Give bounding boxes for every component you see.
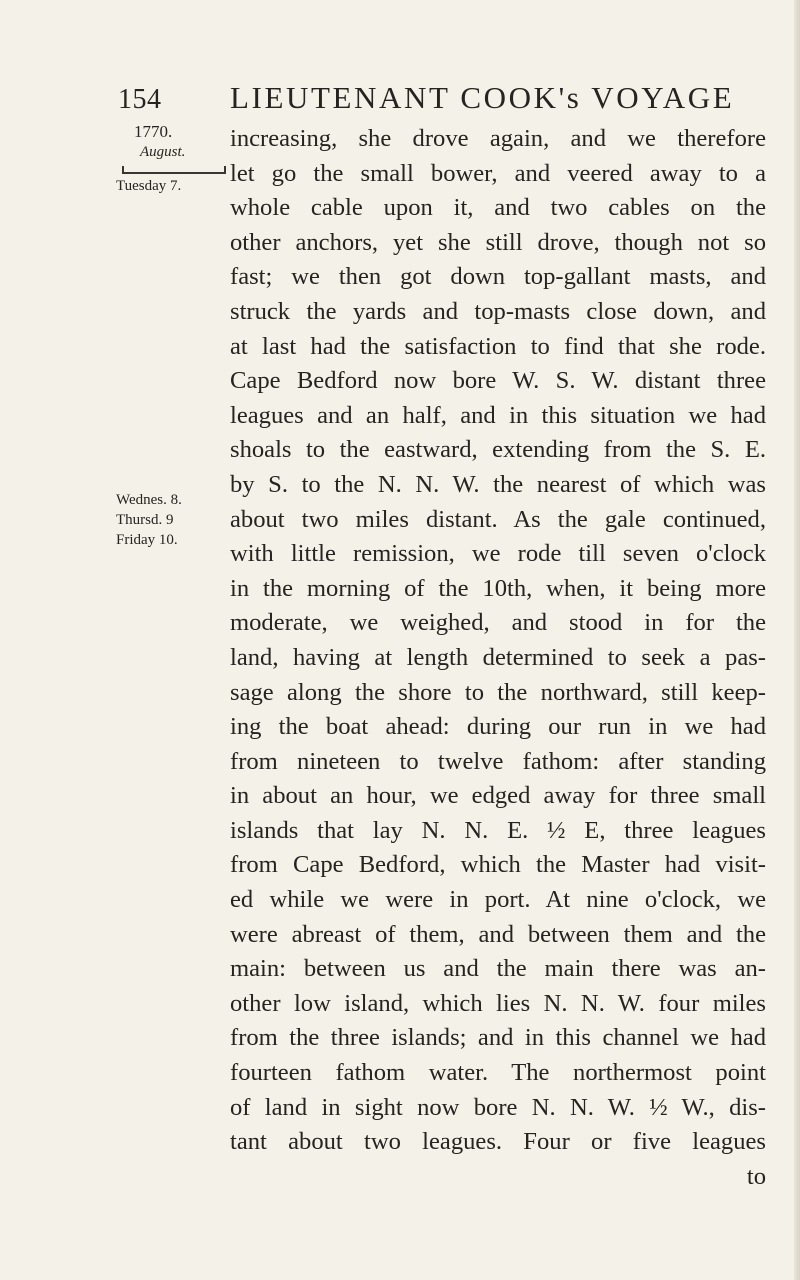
margin-date: Thursd. 9 [116,512,174,528]
margin-note-dates-middle [116,490,228,550]
text-line: moderate, we weighed, and stood in for the [230,609,766,637]
text-line: from the three islands; and in this channel we had [230,1024,766,1052]
text-line: sage along the shore to the northward, still keep- [230,678,766,706]
text-line: fast; we then got down top-gallant masts, and [230,263,766,291]
text-line: land, having at length determined to seek a pas- [230,643,766,671]
text-line: let go the small bower, and veered away to a [230,159,766,187]
margin-note-dates-top [116,122,228,196]
text-line: whole cable upon it, and two cables on the [230,194,766,222]
margin-date: Tuesday 7. [116,178,182,194]
text-line: islands that lay N. N. E. ½ E, three leagues [230,816,766,844]
body-text [230,122,766,1194]
text-line: in the morning of the 10th, when, it being more [230,574,766,602]
text-line: increasing, she drove again, and we therefore [230,125,766,152]
text-line: in about an hour, we edged away for three small [230,782,766,810]
text-line: struck the yards and top-masts close down, and [230,297,766,325]
text-line: leagues and an half, and in this situation we had [230,401,766,429]
text-line: other low island, which lies N. N. W. four miles [230,989,766,1017]
text-line: from nineteen to twelve fathom: after standing [230,747,766,775]
text-line: with little remission, we rode till seven o'clock [230,540,766,568]
text-line: ed while we were in port. At nine o'clock, we [230,886,766,914]
margin-date: Wednes. 8. [116,492,182,508]
text-line: Cape Bedford now bore W. S. W. distant three [230,367,766,395]
text-line: shoals to the eastward, extending from the S. E. [230,436,766,464]
margin-date: Friday 10. [116,532,178,548]
text-line: other anchors, yet she still drove, though not so [230,228,766,256]
running-title: LIEUTENANT COOK's VOYAGE [230,80,735,115]
text-line: ing the boat ahead: during our run in we had [230,713,766,741]
catchword: to [746,1162,766,1190]
page-edge [794,0,800,1280]
text-line: from Cape Bedford, which the Master had visit- [230,851,766,879]
text-line: were abreast of them, and between them and the [230,920,766,948]
text-line: of land in sight now bore N. N. W. ½ W., dis- [230,1093,766,1121]
text-line: by S. to the N. N. W. the nearest of which was [230,470,766,498]
margin-month: August. [140,144,186,160]
text-line: about two miles distant. As the gale continued, [230,505,766,533]
text-line: tant about two leagues. Four or five leagues [230,1128,766,1156]
text-line: fourteen fathom water. The northermost point [230,1059,766,1087]
text-line: at last had the satisfaction to find that she rode. [230,332,766,360]
text-line: main: between us and the main there was an- [230,955,766,983]
page-number: 154 [118,84,162,115]
margin-year: 1770. [134,122,173,141]
margin-brace [116,162,228,176]
